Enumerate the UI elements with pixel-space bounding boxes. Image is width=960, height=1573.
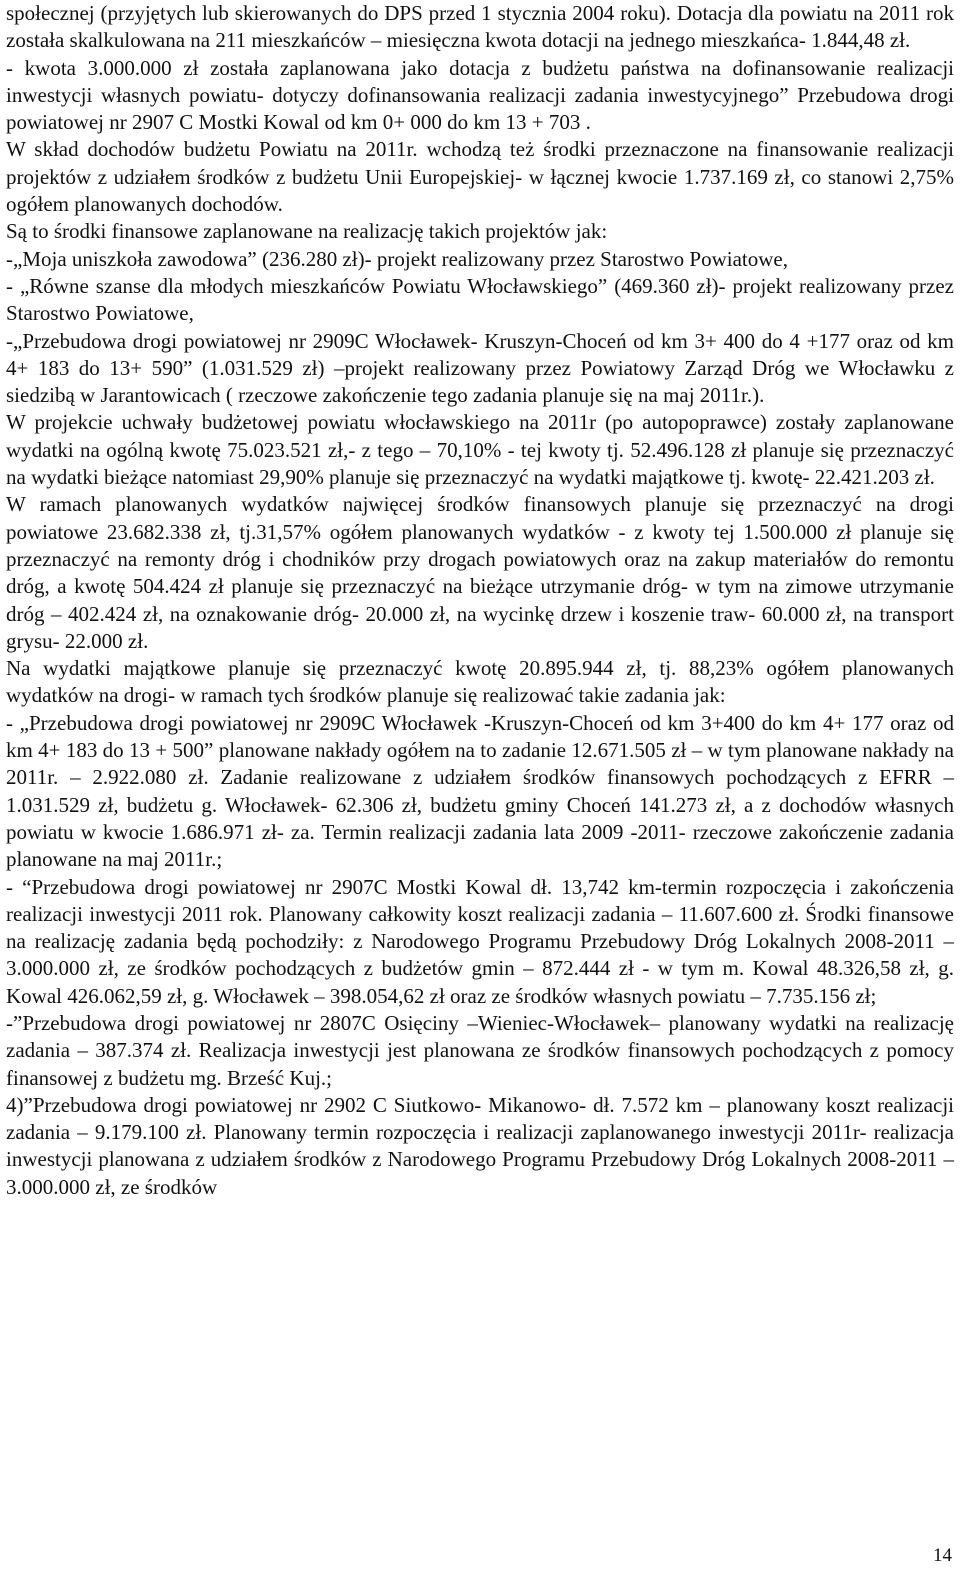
paragraph-task-2907c: - “Przebudowa drogi powiatowej nr 2907C Mostki Kowal dł. 13,742 km-termin rozpoczęcia i zakończenia realizacji inwestycji 2011 rok. Planowany całkowity koszt realizacji zadania – 11.607.600 zł. Środki finansowe na realizację zadania będą pochodziły: z Narodowego Programu Przebudowy Dróg Lokalnych 2008-2011 – 3.000.000 zł, ze środków pochodzących z budżetów gmin – 872.444 zł - w tym m. Kowal 48.326,58 zł, g. Kowal 426.062,59 zł, g. Włocławek – 398.054,62 zł oraz ze środków własnych powiatu – 7.735.156 zł; [6, 874, 954, 1008]
paragraph-task-2909c: - „Przebudowa drogi powiatowej nr 2909C Włocławek -Kruszyn-Choceń od km 3+400 do km 4+ 177 oraz od km 4+ 183 do 13 + 500” planowane nakłady ogółem na to zadanie 12.671.505 zł – w tym planowane nakłady na 2011r. – 2.922.080 zł. Zadanie realizowane z udziałem środków finansowych pochodzących z EFRR – 1.031.529 zł, budżetu g. Włocławek- 62.306 zł, budżetu gminy Choceń 141.273 zł, a z dochodów własnych powiatu w kwocie 1.686.971 zł- za. Termin realizacji zadania lata 2009 -2011- rzeczowe zakończenie zadania planowane na maj 2011r.; [6, 710, 954, 872]
paragraph-projects-intro: Są to środki finansowe zaplanowane na realizację takich projektów jak: [6, 219, 608, 244]
paragraph-task-2902c: 4)”Przebudowa drogi powiatowej nr 2902 C Siutkowo- Mikanowo- dł. 7.572 km – planowany koszt realizacji zadania – 9.179.100 zł. Planowany termin rozpoczęcia i realizacji zaplanowanego inwestycji 2011r- realizacja inwestycji planowana z udziałem środków z Narodowego Programu Przebudowy Dróg Lokalnych 2008-2011 – 3.000.000 zł, ze środków [6, 1092, 954, 1199]
paragraph-task-2807c: -”Przebudowa drogi powiatowej nr 2807C Osięciny –Wieniec-Włocławek– planowany wydatki na realizację zadania – 387.374 zł. Realizacja inwestycji jest planowana ze środków finansowych pochodzących z pomocy finansowej z budżetu mg. Brześć Kuj.; [6, 1010, 954, 1090]
paragraph-road-expenditures: W ramach planowanych wydatków najwięcej środków finansowych planuje się przeznaczyć na drogi powiatowe 23.682.338 zł, tj.31,57% ogółem planowanych wydatków - z kwoty tej 1.500.000 zł planuje się przeznaczyć na remonty dróg i chodników przy drogach powiatowych oraz na zakup materiałów do remontu dróg, a kwotę 504.424 zł planuje się przeznaczyć na bieżące utrzymanie dróg- w tym na zimowe utrzymanie dróg – 402.424 zł, na oznakowanie dróg- 20.000 zł, na wycinkę drzew i koszenie traw- 60.000 zł, na transport grysu- 22.000 zł. [6, 492, 954, 653]
paragraph-project-road-2909c: -„Przebudowa drogi powiatowej nr 2909C Włocławek- Kruszyn-Choceń od km 3+ 400 do 4 +177 oraz od km 4+ 183 do 13+ 590” (1.031.529 zł) –projekt realizowany przez Powiatowy Zarząd Dróg we Włocławku z siedzibą w Jarantowicach ( rzeczowe zakończenie tego zadania planuje się na maj 2011r.). [6, 328, 954, 408]
paragraph-dps-subsidy: społecznej (przyjętych lub skierowanych do DPS przed 1 stycznia 2004 roku). Dotacja dla powiatu na 2011 rok została skalkulowana na 211 mieszkańców – miesięczna kwota dotacji na jednego mieszkańca- 1.844,48 zł. [6, 1, 954, 53]
page-number: 14 [933, 1545, 952, 1566]
paragraph-state-budget-subsidy: - kwota 3.000.000 zł została zaplanowana jako dotacja z budżetu państwa na dofinansowanie realizacji inwestycji własnych powiatu- dotyczy dofinansowania realizacji zadania inwestycyjnego” Przebudowa drogi powiatowej nr 2907 C Mostki Kowal od km 0+ 000 do km 13 + 703 . [6, 55, 954, 135]
paragraph-eu-funds: W skład dochodów budżetu Powiatu na 2011r. wchodzą też środki przeznaczone na finansowanie realizacji projektów z udziałem środków z budżetu Unii Europejskiej- w łącznej kwocie 1.737.169 zł, co stanowi 2,75% ogółem planowanych dochodów. [6, 137, 954, 217]
paragraph-project-equal-chances: - „Równe szanse dla młodych mieszkańców Powiatu Włocławskiego” (469.360 zł)- projekt realizowany przez Starostwo Powiatowe, [6, 273, 954, 326]
paragraph-capital-expenditures: Na wydatki majątkowe planuje się przeznaczyć kwotę 20.895.944 zł, tj. 88,23% ogółem planowanych wydatków na drogi- w ramach tych środków planuje się realizować takie zadania jak: [6, 656, 954, 708]
document-body [6, 0, 954, 1201]
paragraph-planned-expenditures: W projekcie uchwały budżetowej powiatu włocławskiego na 2011r (po autopoprawce) zostały zaplanowane wydatki na ogólną kwotę 75.023.521 zł,- z tego – 70,10% - tej kwoty tj. 52.496.128 zł planuje się przeznaczyć na wydatki bieżące natomiast 29,90% planuje się przeznaczyć na wydatki majątkowe tj. kwotę- 22.421.203 zł. [6, 410, 954, 490]
paragraph-project-school: -„Moja uniszkoła zawodowa” (236.280 zł)- projekt realizowany przez Starostwo Powiatowe, [6, 246, 788, 271]
